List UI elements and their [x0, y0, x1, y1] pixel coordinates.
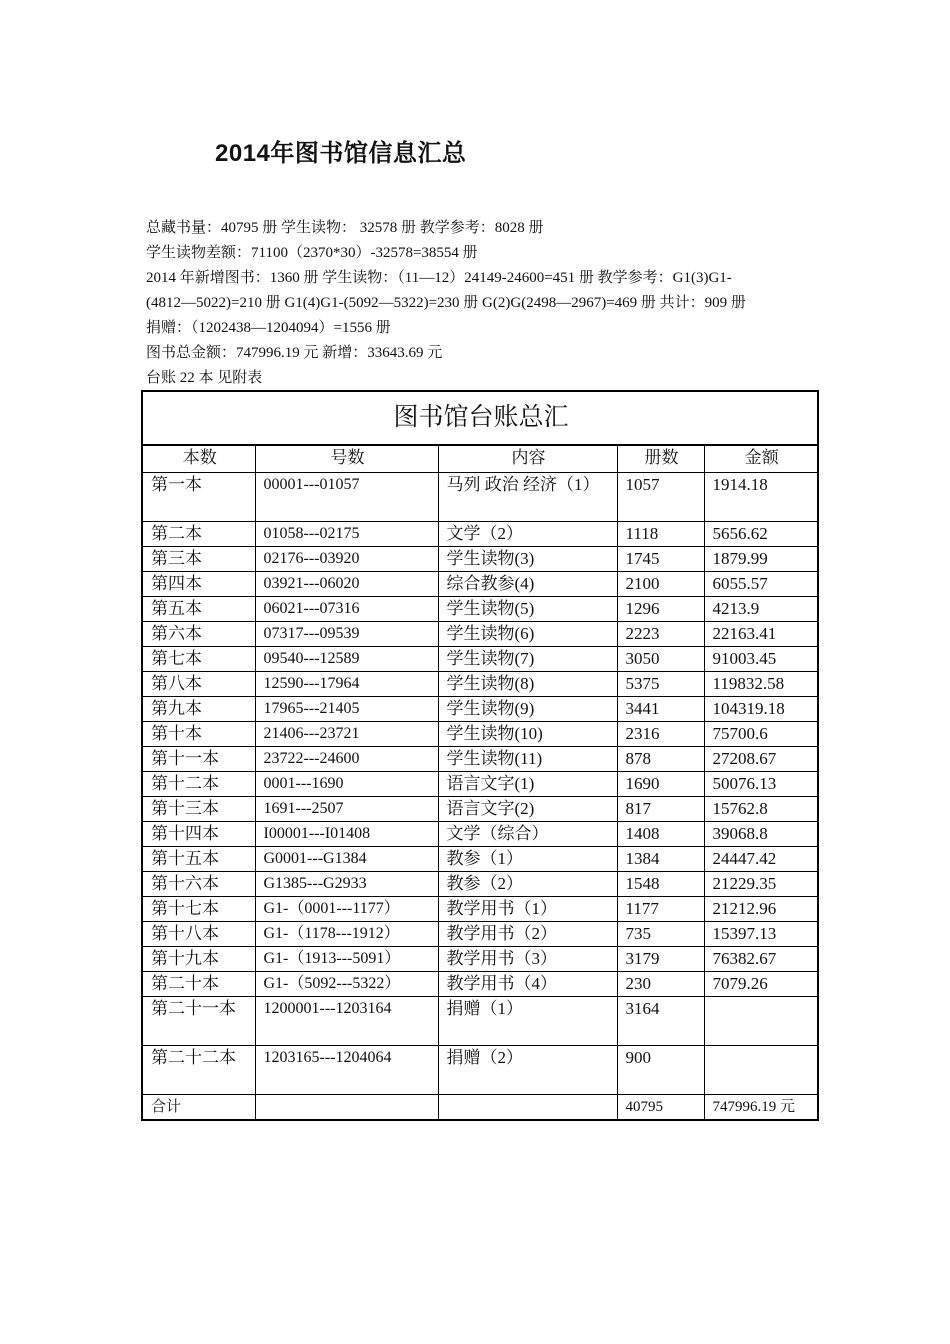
- table-cell: 学生读物(11): [438, 747, 617, 772]
- table-cell: 3179: [617, 947, 704, 972]
- table-cell: 1057: [617, 473, 704, 522]
- table-cell: 1548: [617, 872, 704, 897]
- total-cell: 合计: [142, 1095, 255, 1121]
- table-cell: 第十九本: [142, 947, 255, 972]
- table-cell: 第一本: [142, 473, 255, 522]
- info-line-new-books-cont: (4812—5022)=210 册 G1(4)G1-(5092—5322)=230 册 G(2)G(2498—2967)=469 册 共计：909 册: [146, 295, 746, 311]
- table-cell: 817: [617, 797, 704, 822]
- table-cell: 12590---17964: [255, 672, 438, 697]
- table-cell: 第十本: [142, 722, 255, 747]
- table-cell: 第四本: [142, 572, 255, 597]
- table-cell: G1385---G2933: [255, 872, 438, 897]
- table-cell: 1879.99: [704, 547, 818, 572]
- table-cell: 2316: [617, 722, 704, 747]
- table-cell: 1914.18: [704, 473, 818, 522]
- table-cell: 学生读物(7): [438, 647, 617, 672]
- document-title: 2014年图书馆信息汇总: [215, 140, 467, 167]
- table-cell: 50076.13: [704, 772, 818, 797]
- table-cell: 第十八本: [142, 922, 255, 947]
- info-line-ledger: 台账 22 本 见附表: [146, 370, 263, 386]
- table-cell: 1690: [617, 772, 704, 797]
- table-cell: 09540---12589: [255, 647, 438, 672]
- table-cell: 900: [617, 1046, 704, 1095]
- table-cell: 第六本: [142, 622, 255, 647]
- header-cell: 册数: [617, 445, 704, 473]
- table-cell: 第十一本: [142, 747, 255, 772]
- table-cell: 第三本: [142, 547, 255, 572]
- table-cell: I00001---I01408: [255, 822, 438, 847]
- table-cell: 3164: [617, 997, 704, 1046]
- info-line-amount: 图书总金额：747996.19 元 新增：33643.69 元: [146, 345, 443, 361]
- table-row: [142, 1046, 818, 1095]
- table-cell: 1118: [617, 522, 704, 547]
- table-cell: 15397.13: [704, 922, 818, 947]
- table-cell: 17965---21405: [255, 697, 438, 722]
- table-cell: 第十七本: [142, 897, 255, 922]
- header-cell: 号数: [255, 445, 438, 473]
- table-cell: 1691---2507: [255, 797, 438, 822]
- table-cell: 学生读物(10): [438, 722, 617, 747]
- table-cell: 第十三本: [142, 797, 255, 822]
- info-line-shortfall: 学生读物差额：71100（2370*30）-32578=38554 册: [146, 245, 478, 261]
- table-cell: 第九本: [142, 697, 255, 722]
- table-cell: 第十四本: [142, 822, 255, 847]
- table-cell: 综合教参(4): [438, 572, 617, 597]
- table-cell: 文学（综合）: [438, 822, 617, 847]
- table-row: [142, 522, 818, 547]
- table-cell: 1200001---1203164: [255, 997, 438, 1046]
- table-row: [142, 947, 818, 972]
- table-cell: 1408: [617, 822, 704, 847]
- table-cell: 马列 政治 经济（1）: [438, 473, 617, 522]
- table-cell: 学生读物(5): [438, 597, 617, 622]
- table-cell: 学生读物(6): [438, 622, 617, 647]
- table-cell: 23722---24600: [255, 747, 438, 772]
- table-cell: 1745: [617, 547, 704, 572]
- table-cell: 第五本: [142, 597, 255, 622]
- table-cell: G1-（1913---5091）: [255, 947, 438, 972]
- table-row: [142, 647, 818, 672]
- table-cell: 学生读物(8): [438, 672, 617, 697]
- table-cell: 教参（1）: [438, 847, 617, 872]
- table-header-row: [142, 445, 818, 473]
- table-cell: 5375: [617, 672, 704, 697]
- table-cell: 2100: [617, 572, 704, 597]
- table-total-row: [142, 1095, 818, 1121]
- total-cell: [255, 1095, 438, 1121]
- table-cell: 学生读物(9): [438, 697, 617, 722]
- ledger-table: [141, 390, 819, 1121]
- table-row: [142, 697, 818, 722]
- table-row: [142, 822, 818, 847]
- table-cell: 00001---01057: [255, 473, 438, 522]
- table-cell: G1-（5092---5322）: [255, 972, 438, 997]
- table-cell: 捐赠（2）: [438, 1046, 617, 1095]
- table-cell: 02176---03920: [255, 547, 438, 572]
- table-row: [142, 547, 818, 572]
- header-cell: 内容: [438, 445, 617, 473]
- table-cell: G1-（0001---1177）: [255, 897, 438, 922]
- table-row: [142, 672, 818, 697]
- summary-info: [146, 216, 826, 391]
- table-cell: 878: [617, 747, 704, 772]
- table-row: [142, 473, 818, 522]
- table-caption: 图书馆台账总汇: [142, 391, 818, 445]
- table-row: [142, 972, 818, 997]
- table-cell: 教学用书（4）: [438, 972, 617, 997]
- total-cell: 747996.19 元: [704, 1095, 818, 1121]
- table-cell: 教学用书（3）: [438, 947, 617, 972]
- table-cell: [704, 997, 818, 1046]
- info-line-new-books: 2014 年新增图书：1360 册 学生读物：（11—12）24149-24600=451 册 教学参考：G1(3)G1-: [146, 270, 732, 286]
- table-cell: 1203165---1204064: [255, 1046, 438, 1095]
- table-cell: 教参（2）: [438, 872, 617, 897]
- table-cell: 5656.62: [704, 522, 818, 547]
- table-cell: G1-（1178---1912）: [255, 922, 438, 947]
- table-cell: 22163.41: [704, 622, 818, 647]
- table-cell: 6055.57: [704, 572, 818, 597]
- table-cell: 7079.26: [704, 972, 818, 997]
- table-cell: 01058---02175: [255, 522, 438, 547]
- table-cell: 学生读物(3): [438, 547, 617, 572]
- table-cell: 1296: [617, 597, 704, 622]
- table-row: [142, 997, 818, 1046]
- table-cell: 第十五本: [142, 847, 255, 872]
- table-cell: 1177: [617, 897, 704, 922]
- table-cell: 39068.8: [704, 822, 818, 847]
- table-row: [142, 872, 818, 897]
- table-cell: 104319.18: [704, 697, 818, 722]
- total-cell: [438, 1095, 617, 1121]
- table-cell: 24447.42: [704, 847, 818, 872]
- header-cell: 本数: [142, 445, 255, 473]
- table-row: [142, 847, 818, 872]
- table-cell: 第二十一本: [142, 997, 255, 1046]
- total-cell: 40795: [617, 1095, 704, 1121]
- table-cell: 735: [617, 922, 704, 947]
- table-cell: [704, 1046, 818, 1095]
- table-cell: 第十二本: [142, 772, 255, 797]
- table-cell: 第二十二本: [142, 1046, 255, 1095]
- header-cell: 金额: [704, 445, 818, 473]
- table-cell: 03921---06020: [255, 572, 438, 597]
- table-cell: 21212.96: [704, 897, 818, 922]
- table-cell: 21406---23721: [255, 722, 438, 747]
- table-cell: 06021---07316: [255, 597, 438, 622]
- table-cell: 76382.67: [704, 947, 818, 972]
- table-cell: 230: [617, 972, 704, 997]
- table-cell: 教学用书（2）: [438, 922, 617, 947]
- table-cell: 21229.35: [704, 872, 818, 897]
- table-row: [142, 922, 818, 947]
- table-cell: 91003.45: [704, 647, 818, 672]
- table-cell: 3441: [617, 697, 704, 722]
- table-row: [142, 747, 818, 772]
- table-cell: 07317---09539: [255, 622, 438, 647]
- table-cell: 1384: [617, 847, 704, 872]
- table-cell: 第二本: [142, 522, 255, 547]
- table-cell: 3050: [617, 647, 704, 672]
- table-cell: 75700.6: [704, 722, 818, 747]
- table-cell: 0001---1690: [255, 772, 438, 797]
- table-cell: 语言文字(1): [438, 772, 617, 797]
- table-cell: 15762.8: [704, 797, 818, 822]
- table-row: [142, 722, 818, 747]
- table-cell: 第二十本: [142, 972, 255, 997]
- table-row: [142, 572, 818, 597]
- table-cell: 教学用书（1）: [438, 897, 617, 922]
- table-cell: 4213.9: [704, 597, 818, 622]
- table-cell: 第十六本: [142, 872, 255, 897]
- table-cell: 语言文字(2): [438, 797, 617, 822]
- table-row: [142, 797, 818, 822]
- table-row: [142, 622, 818, 647]
- info-line-donation: 捐赠：（1202438—1204094）=1556 册: [146, 320, 391, 336]
- table-cell: 2223: [617, 622, 704, 647]
- table-cell: 第七本: [142, 647, 255, 672]
- table-row: [142, 597, 818, 622]
- table-cell: 119832.58: [704, 672, 818, 697]
- table-cell: G0001---G1384: [255, 847, 438, 872]
- table-row: [142, 772, 818, 797]
- table-cell: 捐赠（1）: [438, 997, 617, 1046]
- table-cell: 第八本: [142, 672, 255, 697]
- info-line-total: 总藏书量：40795 册 学生读物： 32578 册 教学参考：8028 册: [146, 220, 544, 236]
- table-cell: 文学（2）: [438, 522, 617, 547]
- table-row: [142, 897, 818, 922]
- table-cell: 27208.67: [704, 747, 818, 772]
